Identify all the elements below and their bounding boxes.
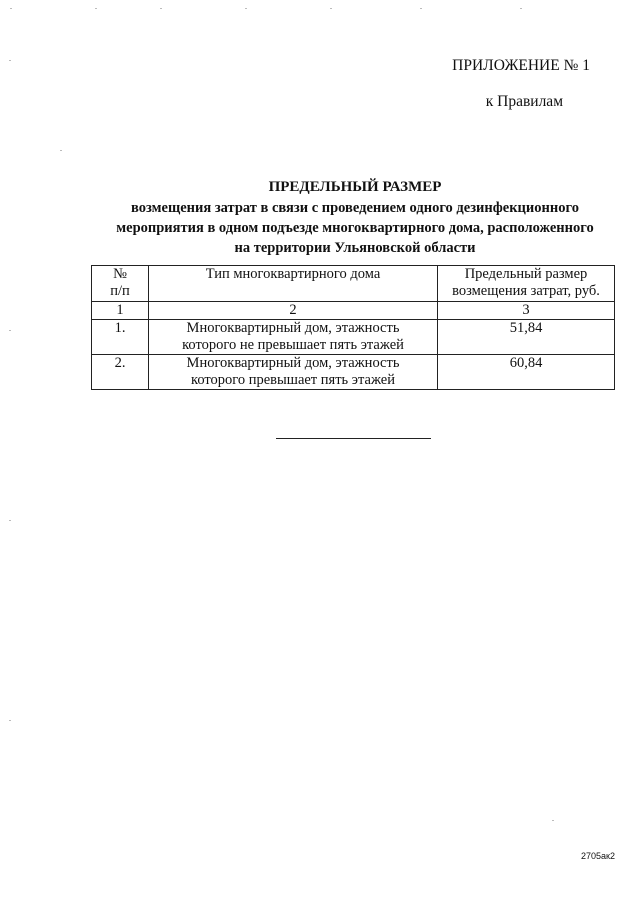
row-building-type: Многоквартирный дом, этажность которого превышает пять этажей: [149, 355, 438, 390]
scan-speck: [552, 820, 554, 821]
cost-limit-table: [91, 265, 615, 390]
column-number-cell: 1: [92, 302, 149, 320]
table-row: [92, 355, 615, 390]
document-subtitle-line-1: возмещения затрат в связи с проведением одного дезинфекционного: [131, 200, 579, 216]
scan-speck: [9, 720, 11, 721]
scan-speck: [9, 520, 11, 521]
table-header-row: [92, 266, 615, 302]
row-number: 1.: [92, 320, 149, 355]
row-amount: 51,84: [438, 320, 615, 355]
scan-speck: [420, 8, 422, 9]
table-row: [92, 320, 615, 355]
row-building-type: Многоквартирный дом, этажность которого не превышает пять этажей: [149, 320, 438, 355]
document-title-block: [90, 177, 620, 258]
scan-speck: [160, 8, 162, 9]
document-title: ПРЕДЕЛЬНЫЙ РАЗМЕР: [268, 179, 442, 195]
header-amount: Предельный размер возмещения затрат, руб.: [438, 266, 615, 302]
scan-speck: [9, 60, 11, 61]
scan-speck: [330, 8, 332, 9]
column-number-cell: 3: [438, 302, 615, 320]
appendix-number: ПРИЛОЖЕНИЕ № 1: [452, 57, 590, 74]
document-subtitle-line-2: мероприятия в одном подъезде многоквартирного дома, расположенного: [116, 220, 594, 236]
scan-speck: [95, 8, 97, 9]
scan-speck: [60, 150, 62, 151]
header-number: № п/п: [92, 266, 149, 302]
appendix-reference: к Правилам: [485, 93, 563, 110]
end-divider: [276, 438, 431, 439]
header-building-type: Тип многоквартирного дома: [149, 266, 438, 302]
row-number: 2.: [92, 355, 149, 390]
document-subtitle-line-3: на территории Ульяновской области: [234, 240, 476, 256]
column-number-cell: 2: [149, 302, 438, 320]
scan-speck: [245, 8, 247, 9]
scan-speck: [10, 8, 12, 9]
scan-speck: [9, 330, 11, 331]
row-amount: 60,84: [438, 355, 615, 390]
column-number-row: [92, 302, 615, 320]
document-code: 2705ак2: [581, 851, 615, 861]
scan-speck: [520, 8, 522, 9]
